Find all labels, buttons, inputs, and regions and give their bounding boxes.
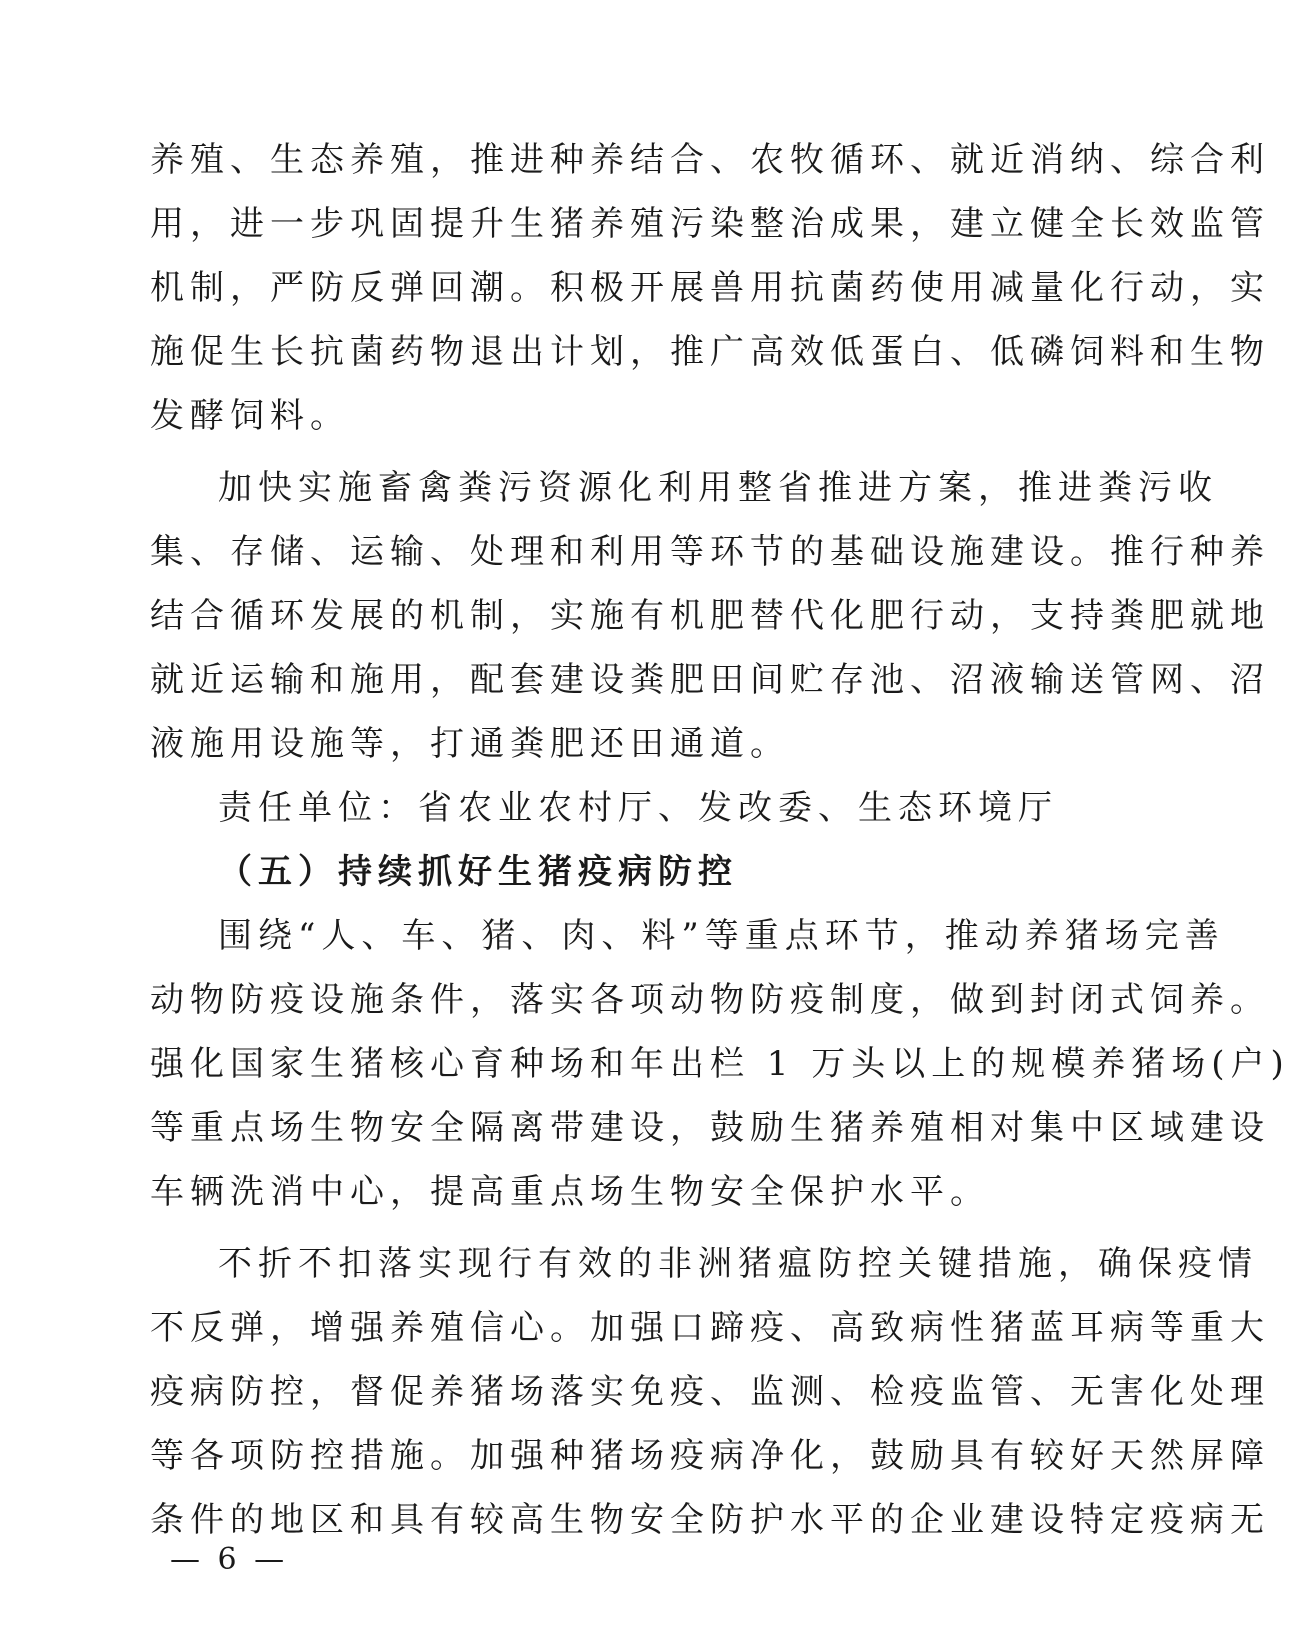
text-line: 用，进一步巩固提升生猪养殖污染整治成果，建立健全长效监管 [150, 204, 1270, 244]
text-line: 条件的地区和具有较高生物安全防护水平的企业建设特定疫病无 [150, 1500, 1270, 1540]
text-line: 养殖、生态养殖，推进种养结合、农牧循环、就近消纳、综合利 [150, 140, 1270, 180]
text-line: 就近运输和施用，配套建设粪肥田间贮存池、沼液输送管网、沼 [150, 660, 1270, 700]
responsibility-line: 责任单位：省农业农村厅、发改委、生态环境厅 [218, 788, 1058, 828]
page-number: — 6 — [170, 1542, 289, 1577]
text-line: 施促生长抗菌药物退出计划，推广高效低蛋白、低磷饲料和生物 [150, 332, 1270, 372]
text-line: 不反弹，增强养殖信心。加强口蹄疫、高致病性猪蓝耳病等重大 [150, 1308, 1270, 1348]
text-line: 等各项防控措施。加强种猪场疫病净化，鼓励具有较好天然屏障 [150, 1436, 1270, 1476]
document-body [150, 128, 1290, 1552]
text-line: 加快实施畜禽粪污资源化利用整省推进方案，推进粪污收 [218, 468, 1218, 508]
text-line: 动物防疫设施条件，落实各项动物防疫制度，做到封闭式饲养。 [150, 980, 1270, 1020]
text-line: 发酵饲料。 [150, 396, 350, 436]
text-line: 不折不扣落实现行有效的非洲猪瘟防控关键措施，确保疫情 [218, 1244, 1258, 1284]
text-line: 围绕“人、车、猪、肉、料”等重点环节，推动养猪场完善 [218, 916, 1225, 956]
text-line: 疫病防控，督促养猪场落实免疫、监测、检疫监管、无害化处理 [150, 1372, 1270, 1412]
text-line: 结合循环发展的机制，实施有机肥替代化肥行动，支持粪肥就地 [150, 596, 1270, 636]
text-line: 机制，严防反弹回潮。积极开展兽用抗菌药使用减量化行动，实 [150, 268, 1270, 308]
text-line: 强化国家生猪核心育种场和年出栏 1 万头以上的规模养猪场(户) [150, 1044, 1290, 1084]
text-line: 液施用设施等，打通粪肥还田通道。 [150, 724, 790, 764]
text-line: 集、存储、运输、处理和利用等环节的基础设施建设。推行种养 [150, 532, 1270, 572]
text-line: 等重点场生物安全隔离带建设，鼓励生猪养殖相对集中区域建设 [150, 1108, 1270, 1148]
section-heading: （五）持续抓好生猪疫病防控 [218, 852, 738, 892]
text-line: 车辆洗消中心，提高重点场生物安全保护水平。 [150, 1172, 990, 1212]
